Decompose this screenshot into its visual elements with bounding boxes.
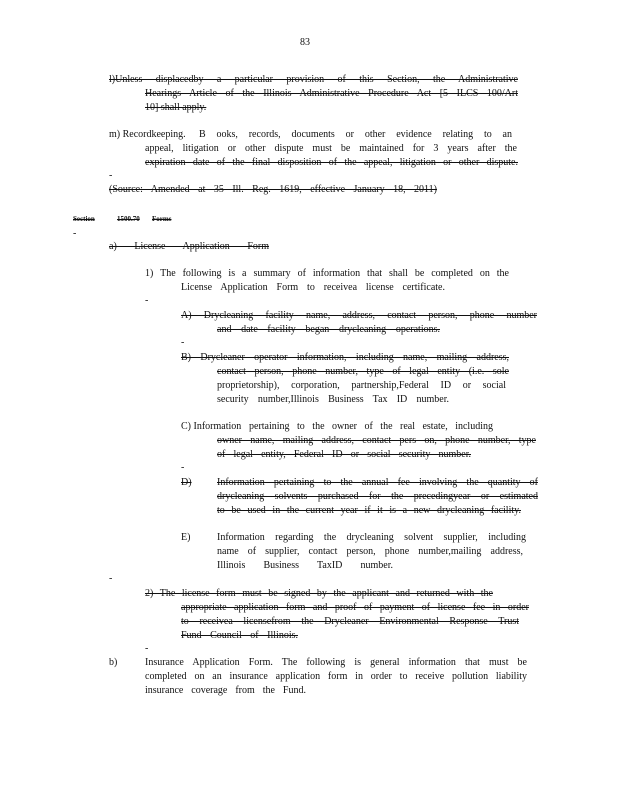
- item-C-line-3: of legal entity, Federal ID or social security number.: [217, 449, 471, 460]
- item-B-line-4: security number,Illinois Business Tax ID number.: [217, 394, 449, 405]
- item-A-line-2: and date facility began drycleaning operations.: [217, 324, 440, 335]
- separator-dash: -: [181, 337, 185, 348]
- section-label: Section: [73, 215, 95, 223]
- item-E-line-1: Information regarding the drycleaning solvent supplier, including: [217, 532, 526, 543]
- separator-dash: -: [145, 295, 149, 306]
- separator-dash: -: [181, 462, 185, 473]
- item-D-line-1: Information pertaining to the annual fee involving the quantity of: [217, 477, 538, 488]
- item-B-line-1: B) Drycleaner operator information, including name, mailing address,: [181, 352, 509, 363]
- item-D-label: D): [181, 477, 192, 488]
- item-E-line-2: name of supplier, contact person, phone number,mailing address,: [217, 546, 523, 557]
- subsection-b-label: b): [109, 657, 118, 668]
- item-A-line-1: A) Drycleaning facility name, address, contact person, phone number: [181, 310, 537, 321]
- item-D-line-3: to be used in the current year if it is a new drycleaning facility.: [217, 505, 521, 516]
- subsection-b-line-3: insurance coverage from the Fund.: [145, 685, 306, 696]
- subsection-l-line-1: l)Unless displacedby a particular provision of this Section, the Administrative: [109, 74, 518, 85]
- item-C-line-1: pertaining to the owner of the real estate, including: [249, 421, 493, 432]
- subsection-l-line-2: Hearings Article of the Illinois Administrative Procedure Act [5 ILCS 100/Art: [145, 88, 518, 99]
- item-2-line-3: to receivea licensefrom the Drycleaner Environmental Response Trust: [181, 616, 519, 627]
- item-C-line-2: owner name, mailing address, contact pers on, phone number, type: [217, 435, 536, 446]
- section-number: 1500.70: [117, 215, 140, 223]
- item-E-line-3: Illinois Business TaxID number.: [217, 560, 393, 571]
- subsection-b-line-1: Insurance Application Form. The following is general information that must be: [145, 657, 527, 668]
- item-E-label: E): [181, 532, 191, 543]
- section-title: Forms: [152, 215, 172, 223]
- item-1-line-2: License Application Form to receivea license certificate.: [181, 282, 445, 293]
- subsection-l-line-3: 10] shall apply.: [145, 102, 207, 113]
- subsection-m-label: m) Recordkeeping.: [109, 129, 186, 140]
- separator-dash: -: [109, 573, 113, 584]
- item-D-line-2: drycleaning solvents purchased for the precedingyear or estimated: [217, 491, 538, 502]
- subsection-b-line-2: completed on an insurance application form in order to receive pollution liability: [145, 671, 527, 682]
- separator-dash: -: [73, 228, 77, 239]
- page-number: 83: [300, 37, 310, 48]
- item-1-line-1: 1) The following is a summary of information that shall be completed on the: [145, 268, 509, 279]
- subsection-a-heading: a) License Application Form: [109, 241, 269, 252]
- subsection-m-line-1: B ooks, records, documents or other evidence relating to an: [199, 129, 512, 140]
- source-note: (Source: Amended at 35 Ill. Reg. 1619, effective January 18, 2011): [109, 184, 437, 195]
- subsection-m-line-2: appeal, litigation or other dispute must be maintained for 3 years after the: [145, 143, 517, 154]
- item-B-line-2: contact person, phone number, type of legal entity (i.e. sole: [217, 366, 509, 377]
- item-2-line-1: 2) The license form must be signed by the applicant and returned with the: [145, 588, 493, 599]
- subsection-m-line-3: expiration date of the final disposition of the appeal, litigation or other dispute.: [145, 157, 518, 168]
- item-2-line-4: Fund Council of Illinois.: [181, 630, 298, 641]
- separator-dash: -: [145, 643, 149, 654]
- item-C-label: C) Information: [181, 421, 242, 432]
- separator-dash: -: [109, 170, 113, 181]
- item-B-line-3: proprietorship), corporation, partnership,Federal ID or social: [217, 380, 506, 391]
- item-2-line-2: appropriate application form and proof of payment of license fee in order: [181, 602, 529, 613]
